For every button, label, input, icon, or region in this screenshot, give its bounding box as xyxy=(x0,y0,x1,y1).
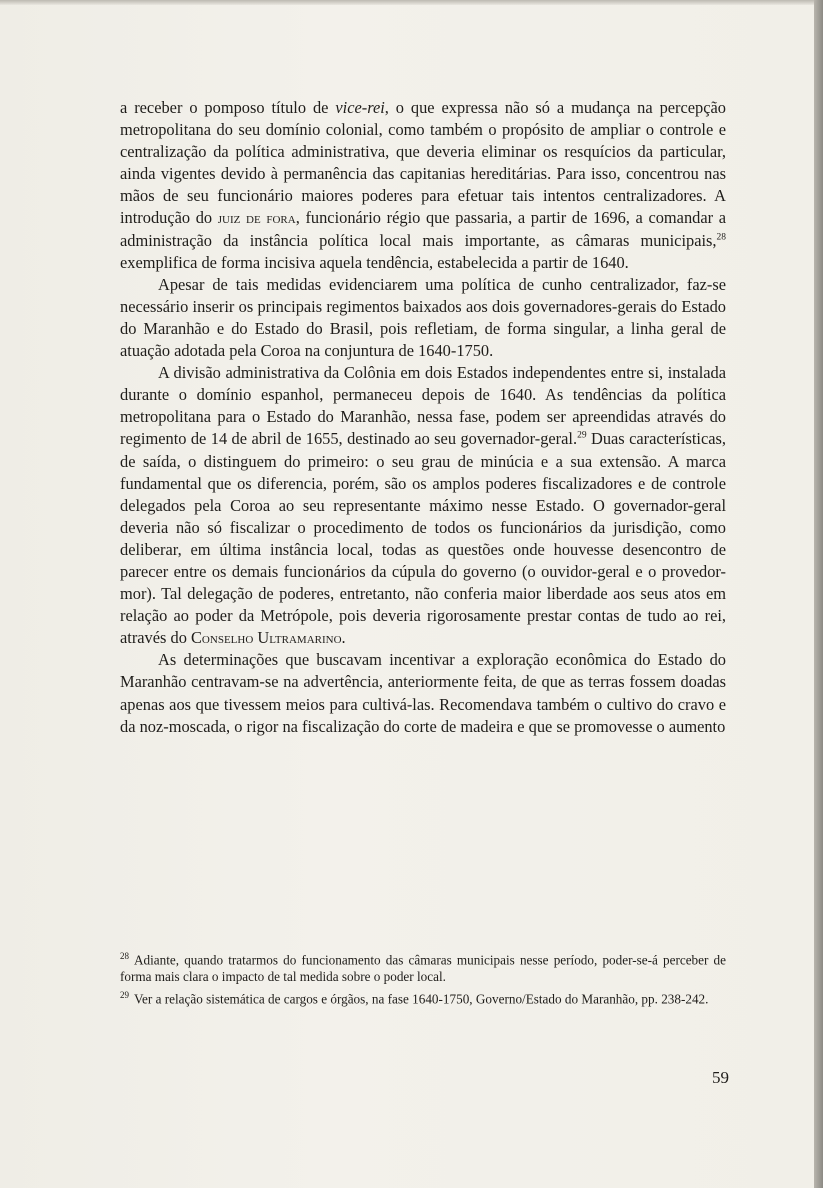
text-run: exemplifica de forma incisiva aquela tendência, estabelecida a partir de 1640. xyxy=(120,252,629,272)
footnote-number: 29 xyxy=(120,989,129,1000)
footnote-reference: 28 xyxy=(716,232,726,243)
page-top-edge xyxy=(0,0,814,5)
paragraph xyxy=(120,362,726,649)
footnote-number: 28 xyxy=(120,951,129,961)
footnote-text: Ver a relação sistemática de cargos e órgãos, na fase 1640-1750, Governo/Estado do Maranhão, pp. 238-242. xyxy=(134,990,709,1006)
small-caps-text: juiz de fora xyxy=(217,208,296,228)
text-run: . xyxy=(341,628,346,648)
italic-text: vice-rei xyxy=(335,98,385,117)
paragraph xyxy=(120,649,726,737)
paragraph xyxy=(120,274,726,362)
footnote xyxy=(120,987,726,1008)
text-run: , o que expressa não só a mudança na percepção metropolitana do seu domínio colonial, como também o propósito de ampliar o controle e centralização da política administrativa, que deveria eliminar os resquícios da particular, ainda vigentes devido à permanência das capitanias hereditárias. Para isso, concentrou nas mãos de seu funcionário maiores poderes para efetuar tais intentos centralizadores. A introdução do xyxy=(120,98,726,228)
paragraph xyxy=(120,97,726,274)
text-run: As determinações que buscavam incentivar a exploração econômica do Estado do Maranhão centravam-se na advertência, anteriormente feita, de que as terras fossem doadas apenas aos que tivessem meios para cultivá-las. Recomendava também o cultivo do cravo e da noz-moscada, o rigor na fiscalização do corte de madeira e que se promovesse o aumento xyxy=(120,650,726,736)
text-run: , funcionário régio que passaria, a partir de 1696, a comandar a administração da instância política local mais importante, as câmaras municipais, xyxy=(120,208,726,250)
footnotes xyxy=(120,948,726,1009)
footnote-text: Adiante, quando tratarmos do funcionamento das câmaras municipais nesse período, poder-se-á perceber de forma mais clara o impacto de tal medida sobre o poder local. xyxy=(120,952,726,984)
footnote-reference: 29 xyxy=(577,430,587,441)
text-run: a receber o pomposo título de xyxy=(120,98,336,117)
text-run: Apesar de tais medidas evidenciarem uma política de cunho centralizador, faz-se necessário inserir os principais regimentos baixados aos dois governadores-gerais do Estado do Maranhão e do Estado do Brasil, pois refletiam, de forma singular, a linha geral de atuação adotada pela Coroa na conjuntura de 1640-1750. xyxy=(120,274,726,361)
small-caps-text: Conselho Ultramarino xyxy=(191,628,342,648)
page-edge-shadow xyxy=(814,0,823,1188)
page-number: 59 xyxy=(712,1068,729,1087)
text-run: Duas características, de saída, o distinguem do primeiro: o seu grau de minúcia e a sua extensão. A marca fundamental que os diferencia, porém, são os amplos poderes fiscalizadores e de controle delegados pela Coroa ao seu representante máximo nesse Estado. O governador-geral deveria não só fiscalizar o procedimento de todos os funcionários da jurisdição, como deliberar, em última instância local, todas as questões onde houvesse desencontro de parecer entre os demais funcionários da cúpula do governo (o ouvidor-geral e o provedor-mor). Tal delegação de poderes, entretanto, não conferia maior liberdade aos seus atos em relação ao poder da Metrópole, pois deveria rigorosamente prestar contas de tudo ao rei, através do xyxy=(120,429,727,648)
body-text xyxy=(120,97,726,738)
text-run: A divisão administrativa da Colônia em dois Estados independentes entre si, instalada durante o domínio espanhol, permaneceu depois de 1640. As tendências da política metropolitana para o Estado do Maranhão, nessa fase, podem ser apreendidas através do regimento de 14 de abril de 1655, destinado ao seu governador-geral. xyxy=(120,363,726,449)
footnote xyxy=(120,948,726,986)
